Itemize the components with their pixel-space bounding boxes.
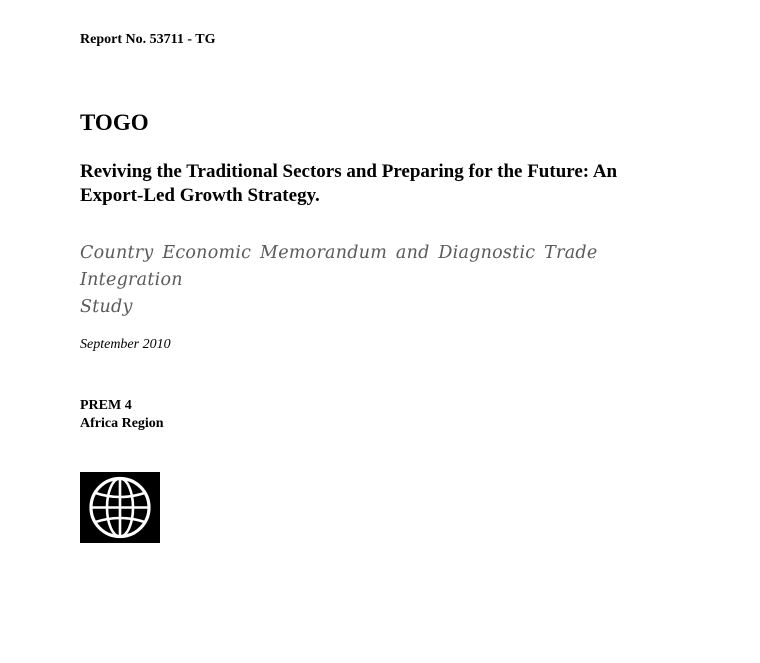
report-title — [80, 160, 690, 208]
report-title-line-1: Reviving the Traditional Sectors and Preparing for the Future: An — [80, 161, 618, 182]
organization-unit — [80, 397, 164, 433]
unit-name: PREM 4 — [80, 398, 132, 413]
globe-icon — [80, 472, 160, 543]
report-subtitle — [80, 240, 690, 321]
report-subtitle-line-2: Study — [80, 297, 133, 317]
report-date: September 2010 — [80, 337, 171, 352]
country-heading: TOGO — [80, 110, 149, 135]
report-title-line-2: Export-Led Growth Strategy. — [80, 185, 320, 206]
report-subtitle-line-1: Country Economic Memorandum and Diagnostic Trade Integration — [80, 243, 598, 290]
report-number: Report No. 53711 - TG — [80, 32, 216, 47]
world-bank-logo — [80, 472, 160, 543]
region-name: Africa Region — [80, 416, 164, 431]
